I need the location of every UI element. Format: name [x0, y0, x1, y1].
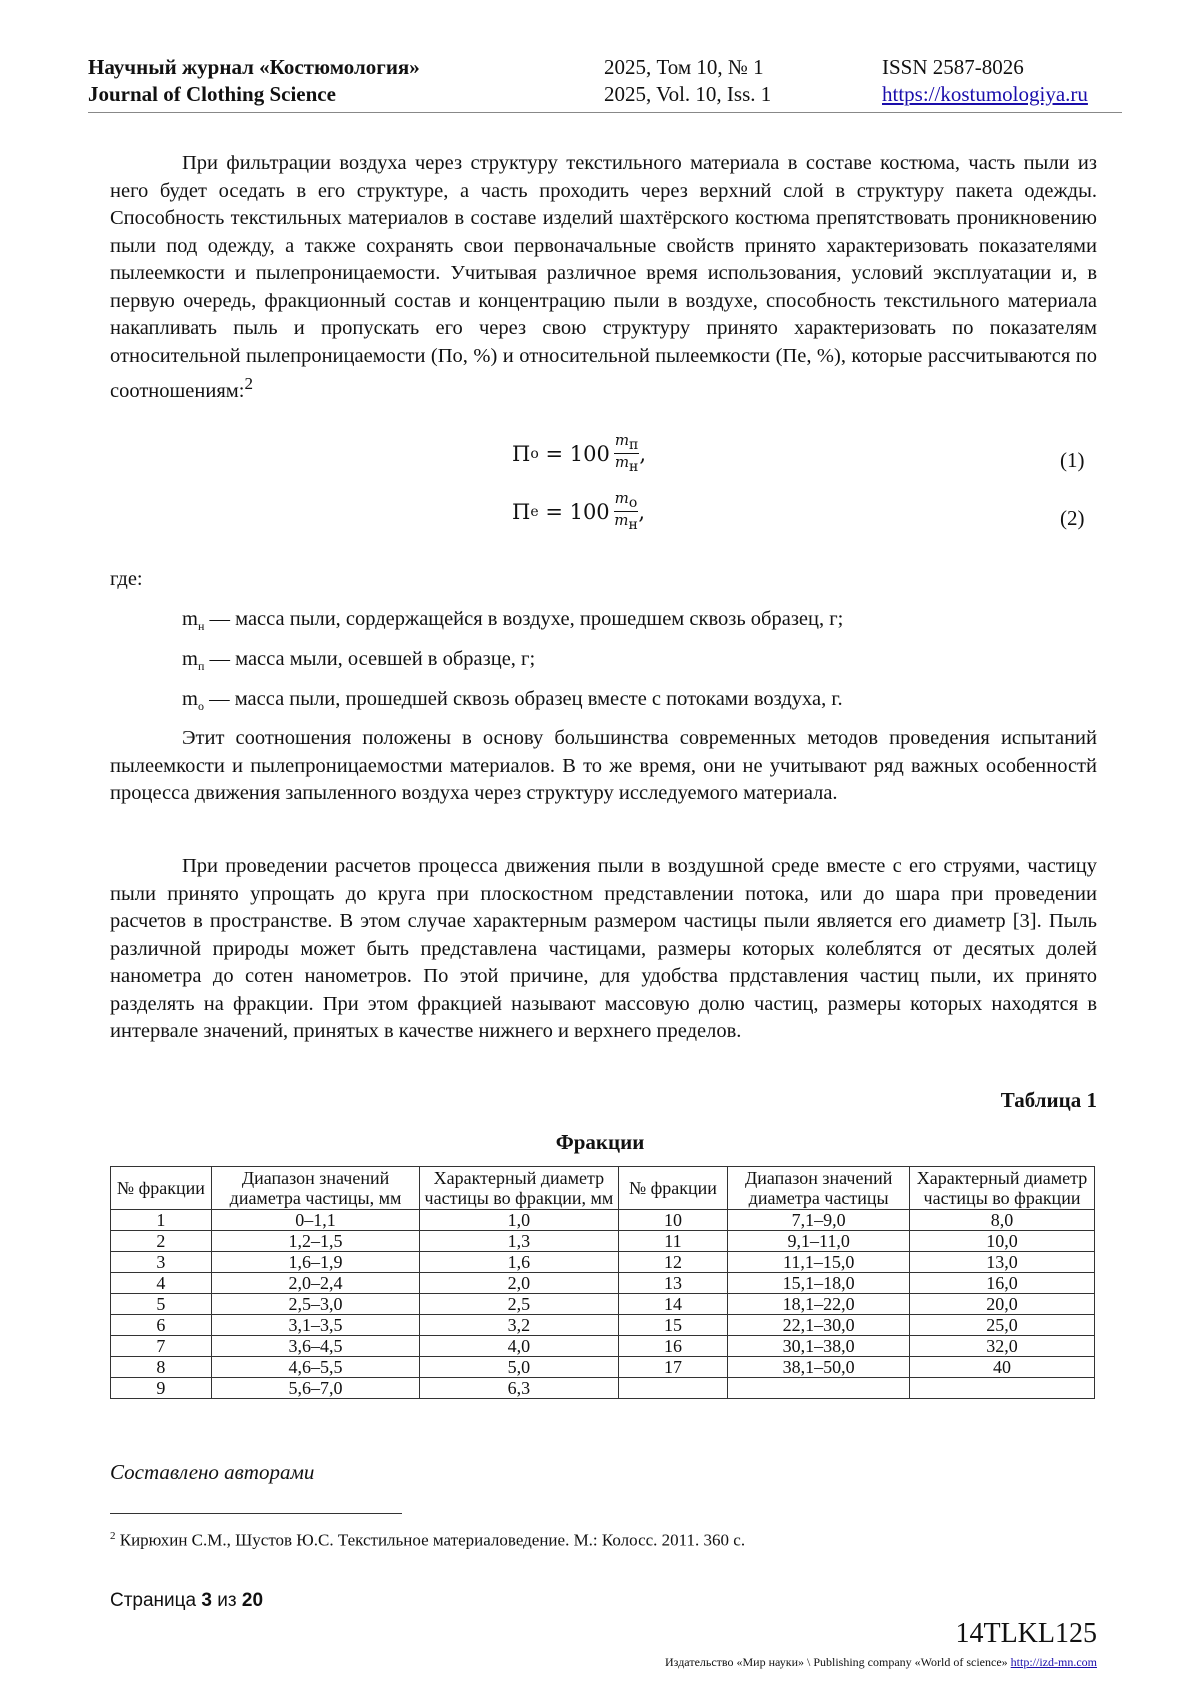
- header-fraction-no-2: № фракции: [618, 1167, 728, 1210]
- page-total: 20: [241, 1590, 264, 1611]
- fraction: [614, 432, 640, 475]
- def-symbol: m: [182, 608, 198, 630]
- cell: 5,6–7,0: [211, 1378, 419, 1399]
- cell: 4,0: [420, 1336, 618, 1357]
- header-characteristic-diameter: Характерный диаметр частицы во фракции, мм: [420, 1167, 618, 1210]
- where-label: где:: [110, 568, 143, 590]
- footnote-divider: [110, 1513, 402, 1514]
- formula-tail: ,: [638, 499, 646, 524]
- fraction-num-sub: п: [629, 437, 639, 453]
- def-text: — масса мыли, осевшей в образце, г;: [204, 648, 536, 670]
- table-caption: Таблица 1: [1000, 1088, 1097, 1112]
- table-title: Фракции: [555, 1130, 645, 1154]
- cell: 38,1–50,0: [728, 1357, 910, 1378]
- footnote-mark: 2: [110, 1530, 116, 1542]
- cell: 7,1–9,0: [728, 1210, 910, 1231]
- def-subscript: н: [197, 619, 205, 634]
- cell: 9: [111, 1378, 212, 1399]
- cell: 15,1–18,0: [728, 1273, 910, 1294]
- cell: 13: [618, 1273, 728, 1294]
- cell: 40: [910, 1357, 1095, 1378]
- table-row: [111, 1210, 1095, 1231]
- footnote-text: Кирюхин С.М., Шустов Ю.С. Текстильное материаловедение. М.: Колосс. 2011. 360 с.: [115, 1530, 746, 1550]
- cell: 25,0: [910, 1315, 1095, 1336]
- header-characteristic-diameter-2: Характерный диаметр частицы во фракции: [910, 1167, 1095, 1210]
- page-of: из: [217, 1590, 237, 1611]
- table-row: [111, 1273, 1095, 1294]
- formula-lhs: П: [512, 441, 531, 466]
- cell: 16: [618, 1336, 728, 1357]
- cell: 13,0: [910, 1252, 1095, 1273]
- fraction-num: m: [614, 489, 629, 507]
- journal-header: [88, 54, 1122, 113]
- cell: 2,0–2,4: [211, 1273, 419, 1294]
- header-diameter-range-2: Диапазон значений диаметра частицы: [728, 1167, 910, 1210]
- table-row: [111, 1336, 1095, 1357]
- cell: 5,0: [420, 1357, 618, 1378]
- formula-1: [512, 432, 646, 475]
- table-row: [111, 1294, 1095, 1315]
- cell: 32,0: [910, 1336, 1095, 1357]
- paragraph-3: При проведении расчетов процесса движения пыли в воздушной среде вместе с его струями, частицу пыли принято упрощать до круга при плоскостном представлении потока, или до шара при проведении расчетов в пространстве. В этом случае характерным размером частицы пыли является его диаметр [3]. Пыль различной природы может быть представлена частицами, размеры которых колеблятся от десятых долей нанометра до сотен нанометров. По этой причине, для удобства прдставления частиц пыли, их принято разделять на фракции. При этом фракцией называют массовую долю частиц, размеры которых находятся в интервале значений, принятых в качестве нижнего и верхнего пределов.: [110, 855, 1097, 1042]
- page-current: 3: [201, 1590, 212, 1611]
- cell: 1,2–1,5: [211, 1231, 419, 1252]
- cell: 22,1–30,0: [728, 1315, 910, 1336]
- cell: 1,3: [420, 1231, 618, 1252]
- formula-2: [512, 490, 645, 533]
- cell: 10: [618, 1210, 728, 1231]
- table-row: [111, 1252, 1095, 1273]
- cell: 10,0: [910, 1231, 1095, 1252]
- cell: 16,0: [910, 1273, 1095, 1294]
- cell: 4: [111, 1273, 212, 1294]
- page-label: Страница: [110, 1590, 197, 1611]
- formula-eq: = 100: [545, 499, 610, 524]
- issue-ru: 2025, Том 10, № 1: [604, 55, 764, 79]
- cell: 15: [618, 1315, 728, 1336]
- cell: 4,6–5,5: [211, 1357, 419, 1378]
- cell: 6: [111, 1315, 212, 1336]
- cell: 1,6: [420, 1252, 618, 1273]
- definition-mo: [182, 688, 843, 714]
- journal-title-en: Journal of Clothing Science: [88, 82, 336, 106]
- cell: 6,3: [420, 1378, 618, 1399]
- cell: 12: [618, 1252, 728, 1273]
- fraction-den: m: [614, 453, 630, 471]
- cell: 1: [111, 1210, 212, 1231]
- cell: 14: [618, 1294, 728, 1315]
- table-header-row: [111, 1167, 1095, 1210]
- issn: ISSN 2587-8026: [882, 55, 1024, 79]
- fraction: [614, 490, 639, 533]
- table-row: [111, 1378, 1095, 1399]
- cell: [618, 1378, 728, 1399]
- publisher-line: [665, 1655, 1097, 1670]
- formula-eq: = 100: [545, 441, 610, 466]
- cell: 3,1–3,5: [211, 1315, 419, 1336]
- cell: 0–1,1: [211, 1210, 419, 1231]
- fraction-num-sub: o: [628, 495, 638, 511]
- formula-lhs: П: [512, 499, 531, 524]
- table-row: [111, 1315, 1095, 1336]
- cell: 3,2: [420, 1315, 618, 1336]
- fraction-den: m: [614, 511, 629, 529]
- cell: 2: [111, 1231, 212, 1252]
- fraction-num: m: [614, 431, 630, 449]
- journal-url-link[interactable]: https://kostumologiya.ru: [882, 82, 1088, 106]
- cell: 5: [111, 1294, 212, 1315]
- publisher-link[interactable]: http://izd-mn.com: [1010, 1655, 1097, 1669]
- fraction-den-sub: н: [628, 517, 638, 533]
- def-text: — масса пыли, сордержащейся в воздухе, прошедшем сквозь образец, г;: [204, 608, 844, 630]
- def-symbol: m: [182, 688, 198, 710]
- header-diameter-range: Диапазон значений диаметра частицы, мм: [211, 1167, 419, 1210]
- cell: 2,0: [420, 1273, 618, 1294]
- table-source: Составлено авторами: [110, 1460, 315, 1484]
- equation-number-1: (1): [1060, 448, 1085, 472]
- cell: 2,5–3,0: [211, 1294, 419, 1315]
- formula-lhs-sub: e: [530, 503, 539, 520]
- table-row: [111, 1231, 1095, 1252]
- footnote: [110, 1530, 745, 1551]
- article-code: 14TLKL125: [955, 1618, 1097, 1649]
- cell: 8: [111, 1357, 212, 1378]
- cell: 3: [111, 1252, 212, 1273]
- cell: 30,1–38,0: [728, 1336, 910, 1357]
- cell: 20,0: [910, 1294, 1095, 1315]
- equation-number-2: (2): [1060, 506, 1085, 530]
- journal-title-ru: Научный журнал «Костюмология»: [88, 55, 420, 79]
- cell: 8,0: [910, 1210, 1095, 1231]
- table-row: [111, 1357, 1095, 1378]
- definition-mn: [182, 608, 843, 634]
- cell: 1,0: [420, 1210, 618, 1231]
- cell: 2,5: [420, 1294, 618, 1315]
- def-subscript: п: [197, 659, 205, 674]
- footnote-ref[interactable]: 2: [244, 374, 253, 393]
- formula-lhs-sub: o: [530, 445, 539, 462]
- def-subscript: o: [197, 699, 204, 714]
- issue-en: 2025, Vol. 10, Iss. 1: [604, 82, 772, 106]
- header-fraction-no: № фракции: [111, 1167, 212, 1210]
- definition-mp: [182, 648, 535, 674]
- fractions-table: [110, 1166, 1095, 1399]
- cell: 18,1–22,0: [728, 1294, 910, 1315]
- fraction-den-sub: н: [629, 459, 639, 475]
- paragraph-1-text: При фильтрации воздуха через структуру текстильного материала в составе костюма, часть пыли из него будет оседать в его структуре, а часть проходить через верхний слой в структуру пакета одежды. Способность текстильных материалов в составе изделий шахтёрского костюма препятствовать проникновению пыли под одежду, а также сохранять свои первоначальные свойств принято характеризовать показателями пылеемкости и пылепроницаемости. Учитывая различное время использования, условий эксплуатации и, в первую очередь, фракционный состав и концентрацию пыли в воздухе, способность текстильного материала накапливать пыль и пропускать его через свою структуру принято характеризовать по показателям относительной пылепроницаемости (По, %) и относительной пылеемкости (Пе, %), которые рассчитываются по соотношениям:: [110, 152, 1097, 402]
- cell: 11: [618, 1231, 728, 1252]
- cell: 11,1–15,0: [728, 1252, 910, 1273]
- cell: 17: [618, 1357, 728, 1378]
- page-indicator: [110, 1590, 263, 1612]
- formula-tail: ,: [639, 441, 647, 466]
- cell: 3,6–4,5: [211, 1336, 419, 1357]
- cell: 7: [111, 1336, 212, 1357]
- cell: [728, 1378, 910, 1399]
- def-symbol: m: [182, 648, 198, 670]
- cell: [910, 1378, 1095, 1399]
- publisher-text: Издательство «Мир науки» \ Publishing company «World of science»: [665, 1655, 1008, 1669]
- paragraph-1: [110, 150, 1097, 405]
- paragraph-2: Этит соотношения положены в основу большинства современных методов проведения испытаний пылеемкости и пылепроницаемостми материалов. В то же время, они не учитывают ряд важных особенностй процесса движения запыленного воздуха через структуру исследуемого материала.: [110, 727, 1097, 804]
- def-text: — масса пыли, прошедшей сквозь образец вместе с потоками воздуха, г.: [203, 688, 843, 710]
- cell: 9,1–11,0: [728, 1231, 910, 1252]
- cell: 1,6–1,9: [211, 1252, 419, 1273]
